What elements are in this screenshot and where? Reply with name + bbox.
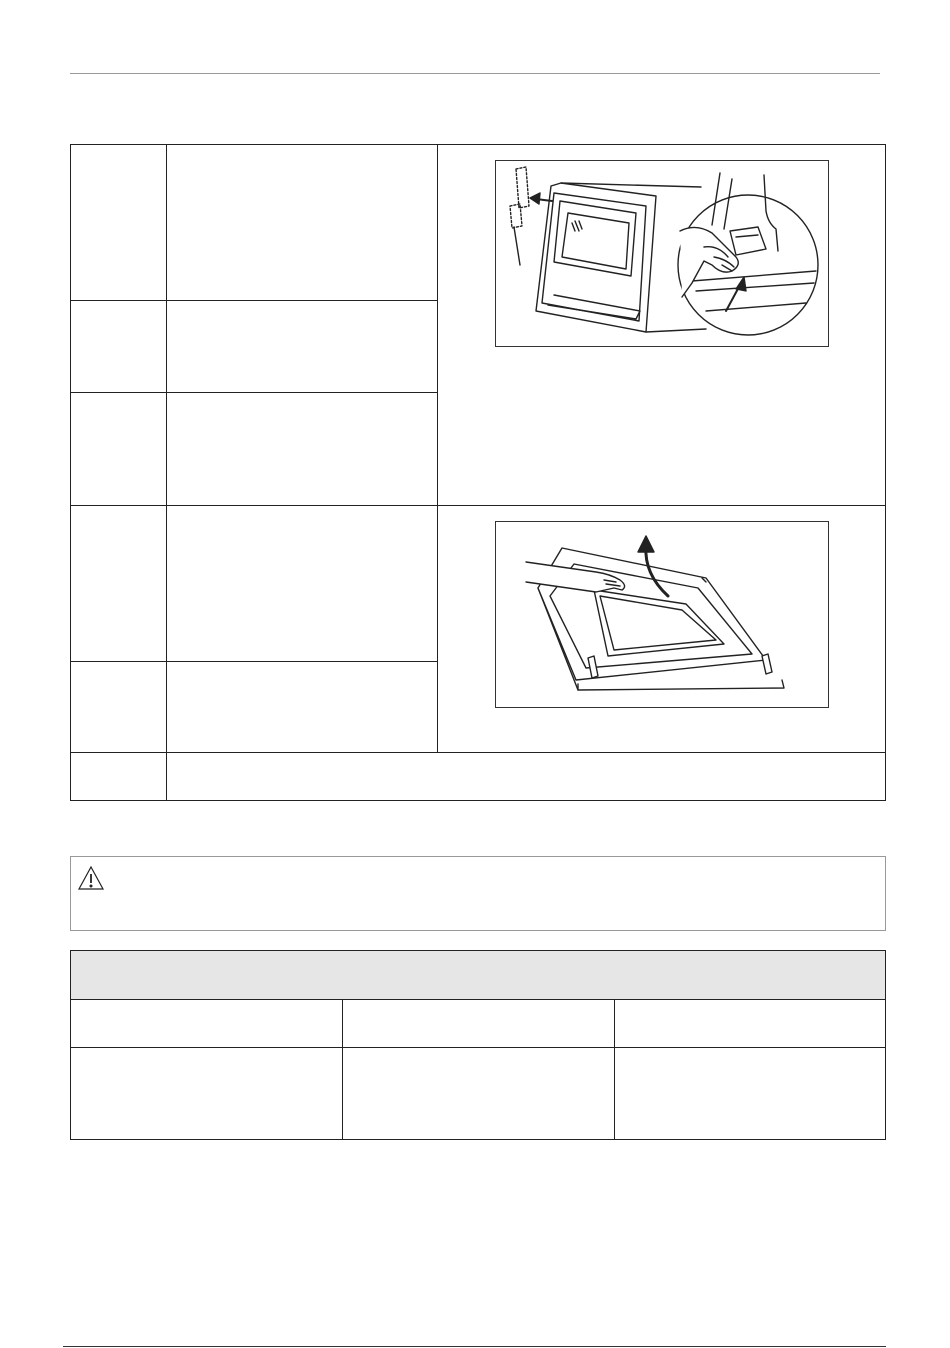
step-number-divider (166, 145, 167, 800)
warning-box (70, 856, 886, 931)
row-divider (71, 1047, 885, 1048)
row-divider (71, 300, 437, 301)
column-divider (614, 999, 615, 1139)
row-divider (71, 661, 437, 662)
step-illustration-divider (437, 145, 438, 753)
door-glass-panel-lift-illustration (495, 521, 829, 708)
row-divider (71, 505, 885, 506)
warning-triangle-icon (77, 865, 105, 896)
spec-table (70, 950, 886, 1140)
footer-rule (63, 1346, 886, 1347)
row-divider (71, 392, 437, 393)
steps-table (70, 144, 886, 801)
spec-table-header-band (71, 951, 885, 1000)
door-glass-clip-release-illustration (495, 160, 829, 347)
column-divider (342, 999, 343, 1139)
header-rule (70, 73, 880, 74)
row-divider (71, 752, 885, 753)
